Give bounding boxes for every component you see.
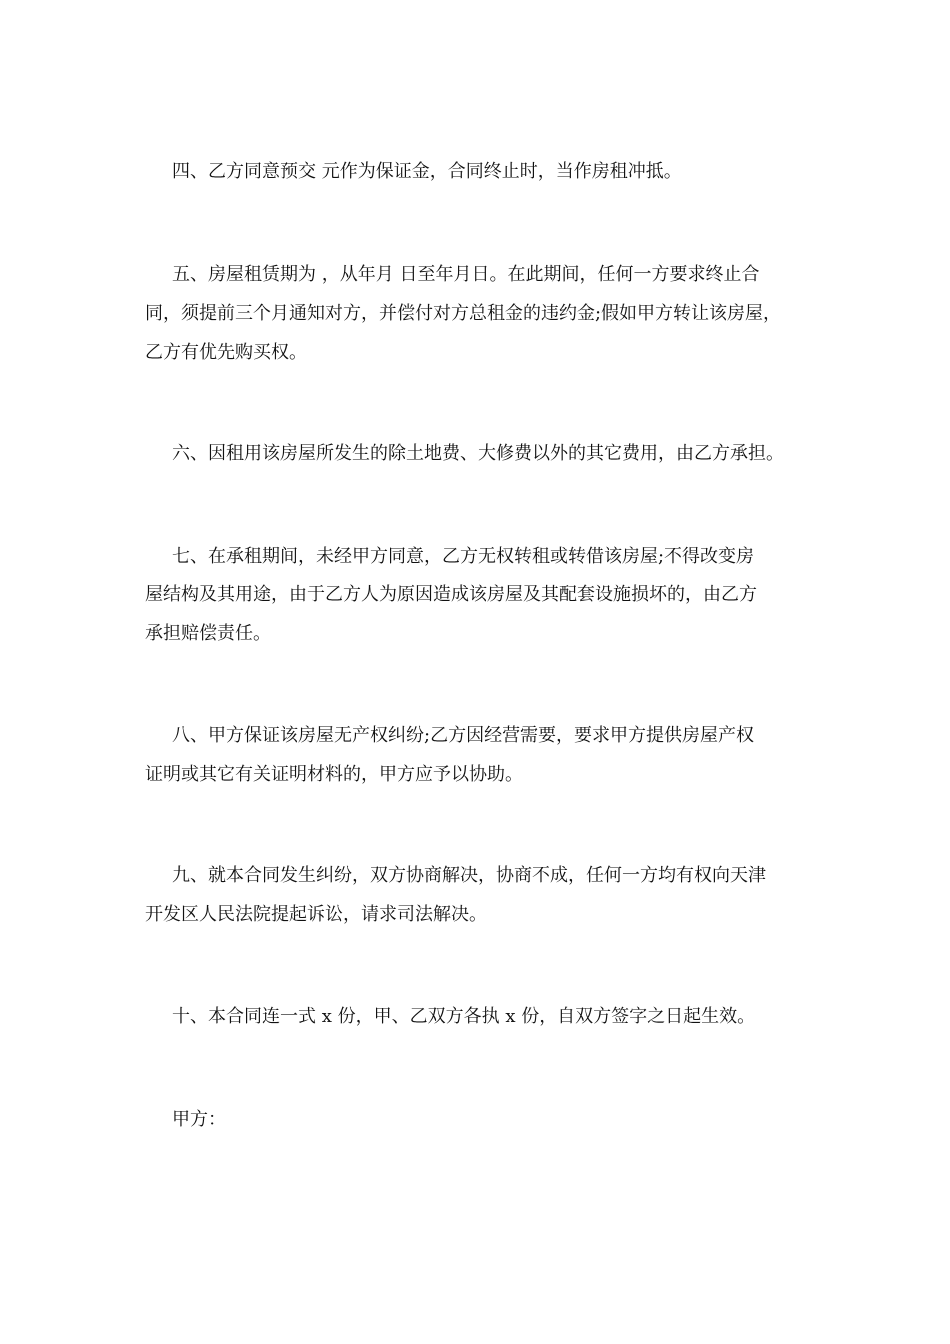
clause-7-line-3: 承担赔偿责任。 xyxy=(145,623,271,644)
clause-7-line-2: 屋结构及其用途，由于乙方人为原因造成该房屋及其配套设施损坏的，由乙方 xyxy=(145,584,757,605)
clause-6-line-1: 六、因租用该房屋所发生的除土地费、大修费以外的其它费用，由乙方承担。 xyxy=(172,443,784,464)
clause-10-line-1: 十、本合同连一式 x 份，甲、乙双方各执 x 份，自双方签字之日起生效。 xyxy=(172,1006,756,1027)
clause-4-line-1: 四、乙方同意预交 元作为保证金，合同终止时，当作房租冲抵。 xyxy=(172,161,682,182)
clause-5-line-3: 乙方有优先购买权。 xyxy=(145,342,307,363)
signature-party-a: 甲方： xyxy=(172,1109,226,1130)
clause-5-line-2: 同，须提前三个月通知对方，并偿付对方总租金的违约金;假如甲方转让该房屋， xyxy=(145,303,782,324)
clause-5-line-1: 五、房屋租赁期为 ，从年月 日至年月日。在此期间，任何一方要求终止合 xyxy=(172,264,760,285)
clause-8-line-2: 证明或其它有关证明材料的，甲方应予以协助。 xyxy=(145,764,523,785)
clause-9-line-1: 九、就本合同发生纠纷，双方协商解决，协商不成，任何一方均有权向天津 xyxy=(172,865,766,886)
clause-8-line-1: 八、甲方保证该房屋无产权纠纷;乙方因经营需要，要求甲方提供房屋产权 xyxy=(172,725,755,746)
clause-9-line-2: 开发区人民法院提起诉讼，请求司法解决。 xyxy=(145,904,487,925)
clause-7-line-1: 七、在承租期间，未经甲方同意，乙方无权转租或转借该房屋;不得改变房 xyxy=(172,546,755,567)
